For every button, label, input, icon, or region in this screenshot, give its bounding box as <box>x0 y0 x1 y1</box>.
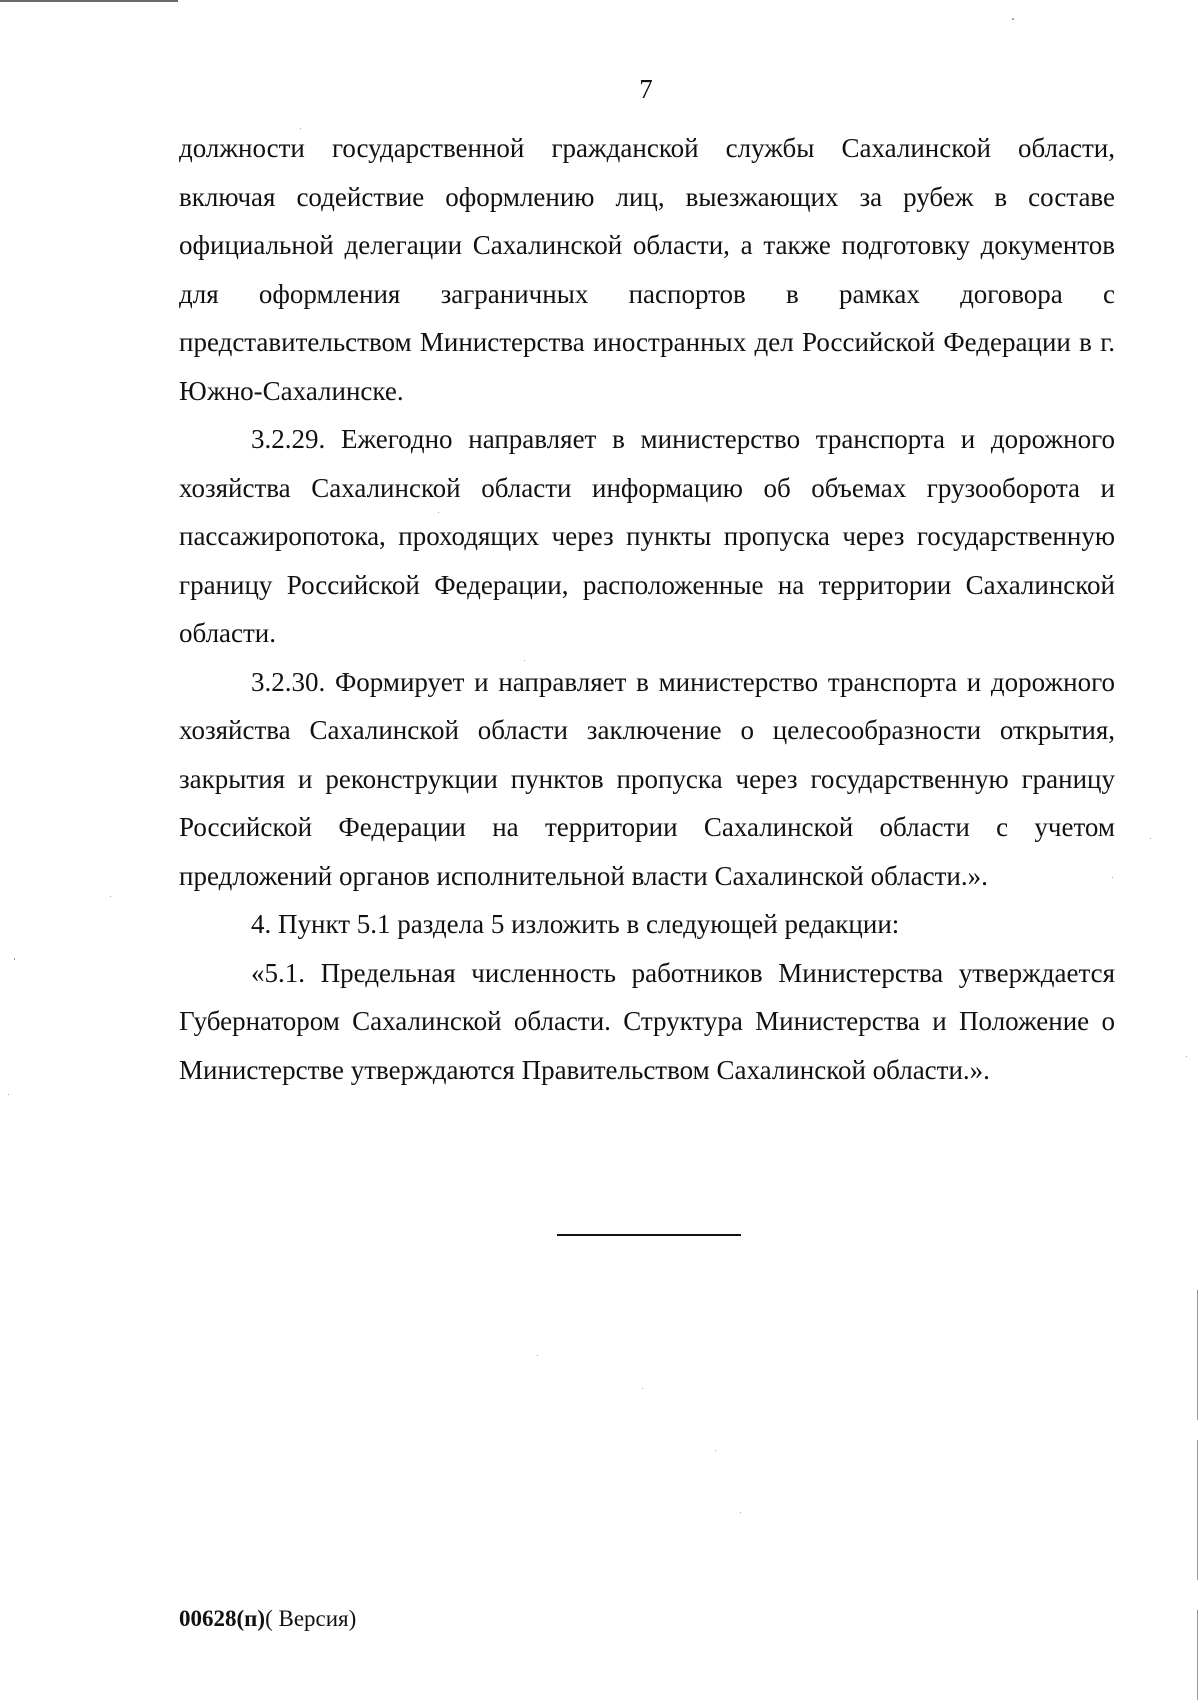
scan-top-rule <box>0 0 178 2</box>
page-number: 7 <box>639 74 653 104</box>
scan-speck <box>1112 877 1113 878</box>
scan-speck <box>642 1388 643 1389</box>
scan-speck <box>740 1512 741 1513</box>
scan-speck <box>537 1355 538 1356</box>
end-divider <box>557 1234 741 1236</box>
scan-speck <box>438 512 439 513</box>
scan-edge-mark <box>1197 1290 1198 1420</box>
paragraph-5-1: «5.1. Предельная численность работников Министерства утверждается Губернатором Сахалинской области. Структура Министерства и Положение о Министерстве утверждаются Правительством Сахалинской области.». <box>179 957 1115 1085</box>
scan-speck <box>8 1094 9 1095</box>
scan-speck <box>14 958 15 960</box>
scan-edge-mark <box>1197 1440 1198 1580</box>
paragraph-continuation: должности государственной гражданской службы Сахалинской области, включая содействие оформлению лиц, выезжающих за рубеж в составе официальной делегации Сахалинской области, а также подготовку документов для оформления заграничных паспортов в рамках договора с представительством Министерства иностранных дел Российской Федерации в г. Южно-Сахалинске. <box>179 133 1115 406</box>
paragraph-3-2-30: 3.2.30. Формирует и направляет в министерство транспорта и дорожного хозяйства Сахалинской области заключение о целесообразности открытия, закрытия и реконструкции пунктов пропуска через государственную границу Российской Федерации на территории Сахалинской области с учетом предложений органов исполнительной власти Сахалинской области.». <box>179 666 1115 891</box>
document-code-number: 00628(п) <box>179 1606 266 1631</box>
scan-speck <box>524 660 525 661</box>
scan-speck <box>1150 838 1151 839</box>
document-version: ( Версия) <box>265 1606 357 1631</box>
scan-edge-mark <box>1197 1610 1198 1700</box>
scan-speck <box>110 896 111 897</box>
document-body <box>179 124 1115 1094</box>
scan-speck <box>1012 18 1014 20</box>
document-code <box>179 1605 356 1633</box>
scan-speck <box>1186 1056 1187 1057</box>
scan-speck <box>715 1450 716 1451</box>
scan-speck <box>300 128 301 129</box>
paragraph-item-4: 4. Пункт 5.1 раздела 5 изложить в следующей редакции: <box>251 909 900 939</box>
paragraph-3-2-29: 3.2.29. Ежегодно направляет в министерство транспорта и дорожного хозяйства Сахалинской области информацию об объемах грузооборота и пассажиропотока, проходящих через пункты пропуска через государственную границу Российской Федерации, расположенные на территории Сахалинской области. <box>179 424 1115 648</box>
